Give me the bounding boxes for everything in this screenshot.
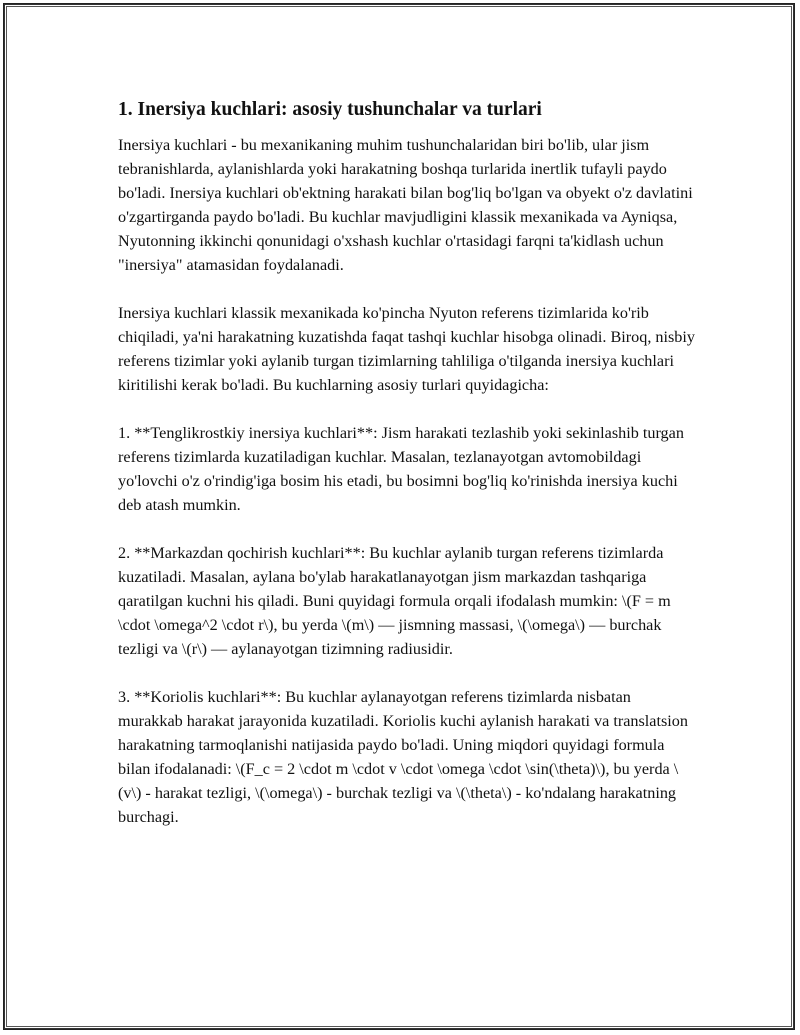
page-frame [3,3,795,1030]
paragraph-item-3: 3. **Koriolis kuchlari**: Bu kuchlar aylanayotgan referens tizimlarda nisbatan murakkab harakat jarayonida kuzatiladi. Koriolis kuchi aylanish harakati va translatsion harakatning tarmoqlanishi natijasida paydo bo'ladi. Uning miqdori quyidagi formula bilan ifodalanadi: \(F_c = 2 \cdot m \cdot v \cdot \omega \cdot \sin(\theta)\), bu yerda \(v\) - harakat tezligi, \(\omega\) - burchak tezligi va \(\theta\) - ko'ndalang harakatning burchagi. [118,688,688,826]
paragraph-item-1: 1. **Tenglikrostkiy inersiya kuchlari**: Jism harakati tezlashib yoki sekinlashib turgan referens tizimlarda kuzatiladigan kuchlar. Masalan, tezlanayotgan avtomobildagi yo'lovchi o'z o'rindig'iga bosim his etadi, bu bosimni bog'liq ko'rinishda inersiya kuchi deb atash mumkin. [118,424,684,514]
paragraph-intro: Inersiya kuchlari - bu mexanikaning muhim tushunchalaridan biri bo'lib, ular jism tebranishlarda, aylanishlarda yoki harakatning boshqa turlarida inertlik tufayli paydo bo'ladi. Inersiya kuchlari ob'ektning harakati bilan bog'liq bo'lgan va obyekt o'z davlatini o'zgartirganda paydo bo'ladi. Bu kuchlar mavjudligini klassik mexanikada va Ayniqsa, Nyutonning ikkinchi qonunidagi o'xshash kuchlar o'rtasidagi farqni ta'kidlash uchun "inersiya" atamasidan foydalanadi. [118,136,693,274]
document-title: 1. Inersiya kuchlari: asosiy tushunchalar va turlari [118,99,542,120]
paragraph-classical: Inersiya kuchlari klassik mexanikada ko'pincha Nyuton referens tizimlarida ko'rib chiqiladi, ya'ni harakatning kuzatishda faqat tashqi kuchlar hisobga olinadi. Biroq, nisbiy referens tizimlar yoki aylanib turgan tizimlarning tahliliga o'tilganda inersiya kuchlari kiritilishi kerak bo'ladi. Bu kuchlarning asosiy turlari quyidagicha: [118,304,695,394]
paragraph-item-2: 2. **Markazdan qochirish kuchlari**: Bu kuchlar aylanib turgan referens tizimlarda kuzatiladi. Masalan, aylana bo'ylab harakatlanayotgan jism markazdan tashqariga qaratilgan kuchni his qiladi. Buni quyidagi formula orqali ifodalash mumkin: \(F = m \cdot \omega^2 \cdot r\), bu yerda \(m\) — jismning massasi, \(\omega\) — burchak tezligi va \(r\) — aylanayotgan tizimning radiusidir. [118,544,671,658]
document-body [118,97,698,853]
